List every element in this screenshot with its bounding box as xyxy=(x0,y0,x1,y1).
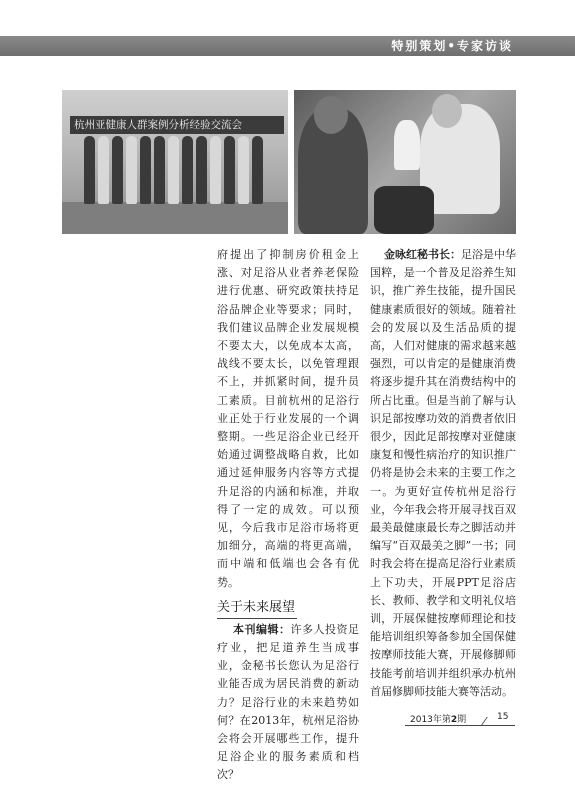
group-photo xyxy=(62,90,288,234)
header-bar xyxy=(0,36,575,56)
person-figure xyxy=(168,136,179,204)
massage-photo xyxy=(294,90,516,234)
photo-floor xyxy=(62,202,288,234)
footer-rule xyxy=(405,725,515,726)
person-figure xyxy=(182,136,193,204)
head-figure xyxy=(314,96,348,134)
speaker-label: 金咏红秘书长： xyxy=(384,248,461,261)
footer-notch xyxy=(481,717,496,725)
person-figure xyxy=(140,136,151,204)
person-figure xyxy=(126,136,137,204)
editor-label: 本刊编辑： xyxy=(233,622,291,636)
issue-prefix: 2013年第 xyxy=(410,715,451,725)
person-figure xyxy=(210,136,221,204)
person-figure xyxy=(84,136,95,204)
question-paragraph xyxy=(217,621,359,785)
question-text: 许多人投资足疗业，把足道养生当成事业，金秘书长您认为足浴行业能否成为居民消费的新动力？足浴行业的未来趋势如何？在2013年，杭州足浴协会将会开展哪些工作，提升足浴企业的服务素质和档次？ xyxy=(217,622,359,782)
page-number: 15 xyxy=(497,712,509,722)
person-figure xyxy=(238,136,249,204)
left-column xyxy=(217,246,359,785)
section-title: 特别策划•专家访谈 xyxy=(391,39,513,53)
issue-info xyxy=(410,712,466,725)
head-figure xyxy=(432,94,462,128)
person-figure xyxy=(224,136,235,204)
person-figure xyxy=(196,136,207,204)
assistant-figure xyxy=(394,120,420,170)
right-column xyxy=(370,246,516,701)
body-paragraph: 府提出了抑制房价租金上涨、对足浴从业者养老保险进行优惠、研究政策扶持足浴品牌企业等要求；同时，我们建议品牌企业发展规模不要太大，以免成本太高，战线不要太长，以免管理跟不上，并抓紧时间，提升员工素质。目前杭州的足浴行业正处于行业发展的一个调整期。一些足浴企业已经开始通过调整战略自救，比如通过延伸服务内容等方式提升足浴的内涵和标准，并取得了一定的成效。可以预见，今后我市足浴市场将更加细分，高端的将更高端，而中端和低端也会各有优势。 xyxy=(217,248,359,589)
basin-figure xyxy=(374,186,434,234)
answer-text: 足浴是中华国粹，是一个普及足浴养生知识，推广养生技能，提升国民健康素质很好的领域。随着社会的发展以及生活品质的提高，人们对健康的需求越来越强烈，可以肯定的是健康消费将逐步提升其在消费结构中的所占比重。但是当前了解与认识足部按摩功效的消费者依旧很少，因此足部按摩对亚健康康复和慢性病治疗的知识推广仍将是协会未来的主要工作之一。为更好宣传杭州足浴行业，今年我会将开展寻找百双最美最健康最长寿之脚活动并编写“百双最美之脚”一书；同时我会将在提高足浴行业素质上下功夫，开展PPT足浴店长、教师、教学和文明礼仪培训，开展保健按摩师理论和技能培训组织筹备参加全国保健按摩师技能大赛，开展修脚师技能考前培训并组织承办杭州首届修脚师技能大赛等活动。 xyxy=(370,248,516,698)
section-heading: 关于未来展望 xyxy=(217,598,297,619)
event-banner: 杭州亚健康人群案例分析经验交流会 xyxy=(70,116,284,134)
issue-suffix: 期 xyxy=(457,715,467,725)
person-figure xyxy=(252,136,263,204)
issue-number: 2 xyxy=(450,715,458,725)
person-figure xyxy=(98,136,109,204)
answer-paragraph xyxy=(370,246,516,701)
person-figure xyxy=(112,136,123,204)
person-figure xyxy=(154,136,165,204)
